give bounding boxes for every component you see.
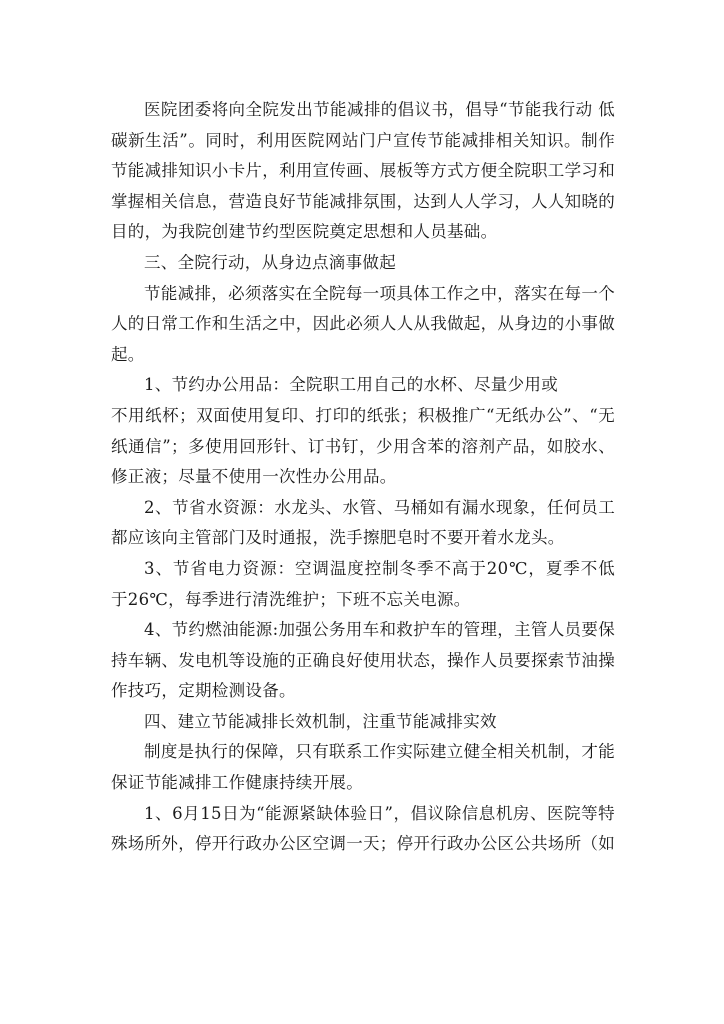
item-office-supplies-continued: 不用纸杯；双面使用复印、打印的纸张；积极推广“无纸办公”、“无纸通信”；多使用回形针、订书钉，少用含苯的溶剂产品，如胶水、修正液；尽量不使用一次性办公用品。 [111,405,615,487]
item-electricity: 3、节省电力资源：空调温度控制冬季不高于20℃，夏季不低于26℃，每季进行清洗维护；下班不忘关电源。 [111,558,615,609]
paragraph-mechanism: 制度是执行的保障，只有联系工作实际建立健全相关机制，才能保证节能减排工作健康持续开展。 [111,742,615,793]
section-heading-4: 四、建立节能减排长效机制，注重节能减排实效 [144,711,497,731]
item-water: 2、节省水资源：水龙头、水管、马桶如有漏水现象，任何员工都应该向主管部门及时通报，洗手擦肥皂时不要开着水龙头。 [111,497,615,548]
item-energy-day: 1、6月15日为“能源紧缺体验日”，倡议除信息机房、医院等特殊场所外，停开行政办公区空调一天；停开行政办公区公共场所（如 [111,803,615,854]
paragraph-publicity: 医院团委将向全院发出节能减排的倡议书，倡导“节能我行动 低碳新生活”。同时，利用医院网站门户宣传节能减排相关知识。制作节能减排知识小卡片，利用宣传画、展板等方式方便全院职工学习和掌握相关信息，营造良好节能减排氛围，达到人人学习，人人知晓的目的，为我院创建节约型医院奠定思想和人员基础。 [111,100,615,242]
item-office-supplies: 1、节约办公用品：全院职工用自己的水杯、尽量少用或 [144,375,558,395]
paragraph-action: 节能减排，必须落实在全院每一项具体工作之中，落实在每一个人的日常工作和生活之中，因此必须人人从我做起，从身边的小事做起。 [111,283,615,364]
item-fuel: 4、节约燃油能源:加强公务用车和救护车的管理，主管人员要保持车辆、发电机等设施的正确良好使用状态，操作人员要探索节油操作技巧，定期检测设备。 [111,620,615,701]
document-body [111,95,615,860]
section-heading-3: 三、全院行动，从身边点滴事做起 [144,252,396,272]
